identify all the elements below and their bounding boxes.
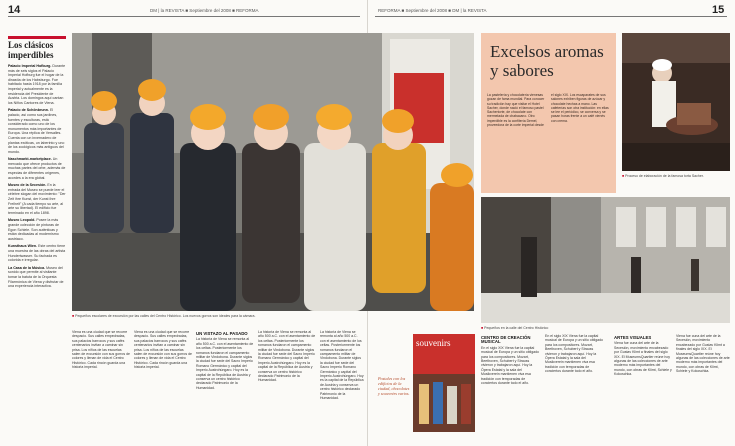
sidebar-list xyxy=(8,64,66,436)
sidebar-entry: Palacio Imperial Hofburg. Durante más de seis siglos el Palacio Imperial Hofburg fue el hogar de la dinastía de los Habsburgo. Fue habitado hasta 1918 por la familia imperial y actualmente es la residencia del Presidente de Austria. Los domingos aquí cantan los Niños Cantores de Viena. xyxy=(8,64,66,105)
intro-column: Viena es una ciudad que se recorre despacio. Sus calles empedradas, sus palacios barrocos y sus cafés centenarios invitan a caminar sin prisa. Los niños de las escuelas salen de excursión con sus gorros de colores y llenan de vida el Centro Histórico. Cada rincón guarda una historia imperial. xyxy=(72,330,130,370)
header-rule-right xyxy=(375,16,727,17)
feature-title: Excelsos aromas y sabores xyxy=(490,42,604,80)
intro-column-2: Viena es una ciudad que se recorre despacio. Sus calles empedradas, sus palacios barrocos y sus cafés centenarios invitan a caminar sin prisa. Los niños de las escuelas salen de excursión con sus gorros de colores y llenan de vida el Centro Histórico. Cada rincón guarda una historia imperial. xyxy=(134,330,192,370)
sidebar-title: Los clásicos imperdibles xyxy=(8,40,54,60)
page-number-left: 14 xyxy=(8,4,21,16)
sidebar-entry: La Casa de la Música. Museo del sonido que permite al visitante tomar la batuta de la Orquesta Filarmónica de Viena y disfrutar de una experiencia interactiva. xyxy=(8,265,64,289)
music-subhead: CENTRO DE CREACIÓN MUSICAL xyxy=(481,335,531,345)
sacher-photo xyxy=(622,33,730,171)
snow-street-photo xyxy=(481,197,730,323)
history-column: UN VISTAZO AL PASADO La historia de Viena se remonta al año 500 a.C. con el asentamiento de los celtas. Posteriormente los romanos fundaron el campamento militar de Vindobona. Durante siglos la ciudad fue sede del Sacro Imperio Romano Germánico y capital del Imperio Austrohúngaro. Hoy es la capital de la República de Austria y conserva un centro histórico declarado Patrimonio de la Humanidad. xyxy=(196,331,254,390)
sidebar-entry: Palacio de Schönbrunn. El palacio, así como sus jardines, fuentes y esculturas, está considerado como uno de los monumentos más importantes de Europa. Una réplica de Versalles. Cuenta con un invernadero de plantas exóticas, un laberinto y uno de los zoológicos más antiguos del mundo. xyxy=(8,108,65,154)
music-column: CENTRO DE CREACIÓN MUSICAL En el siglo XIX Viena fue la capital musical de Europa y un sitio obligado para los compositores. Mozart, Beethoven, Schubert y Strauss vivieron y trabajaron aquí. Hoy la Ópera Estatal y la sala del Musikverein mantienen viva esa tradición con temporadas de conciertos durante todo el año. xyxy=(481,335,539,386)
sidebar-entry: Museo Leopold. Posee la más grande colección de pinturas de Egon Schiele. Son auténticas y están dedicadas al modernismo austriaco. xyxy=(8,218,59,241)
sidebar-entry: Kunsthaus Wien. Este centro tiene una muestra de las obras del artista Hundertwasser. Su fachada es colorida e irregular. xyxy=(8,244,66,263)
running-head-left: DM | la REVISTA ■ Septiembre del 2008 ■ REFORMA xyxy=(150,8,259,13)
sidebar-accent-rule xyxy=(8,36,66,39)
history-subhead: UN VISTAZO AL PASADO xyxy=(196,331,248,336)
history-column-3: La historia de Viena se remonta al año 500 a.C. con el asentamiento de los celtas. Posteriormente los romanos fundaron el campamento militar de Vindobona. Durante siglos la ciudad fue sede del Sacro Imperio Romano Germánico y capital del Imperio Austrohúngaro. Hoy es la capital de la República de Austria y conserva un centro histórico declarado Patrimonio de la Humanidad. xyxy=(320,330,364,401)
history-column-2: La historia de Viena se remonta al año 500 a.C. con el asentamiento de los celtas. Posteriormente los romanos fundaron el campamento militar de Vindobona. Durante siglos la ciudad fue sede del Sacro Imperio Romano Germánico y capital del Imperio Austrohúngaro. Hoy es la capital de la República de Austria y conserva un centro histórico declarado Patrimonio de la Humanidad. xyxy=(258,330,316,383)
sacher-caption: ■ Proceso de elaboración de la famosa torta Sacher. xyxy=(622,174,704,178)
arts-subhead: ARTES VISUALES xyxy=(614,335,652,340)
feature-body: La pastelería y chocolatería vienesas gozan de fama mundial. Para conocer su tradición hay que visitar el Hotel Sacher, donde nació el famoso pastel Sachertorte, de chocolate con mermelada de chabacano. Otro imperdible es la confitería Demel, proveedora de la corte imperial desde el siglo XIX. Los escaparates de sus salones exhiben figuras de azúcar y chocolate hechas a mano. Las cafeterías son otra institución: en ellas se lee el periódico, se conversa y se pasan horas frente a un café vienés con crema. xyxy=(487,93,609,128)
sidebar-entry: Naschmarkt-marketplace. Un mercado que ofrece productos de muchas partes del orbe, además de especias de diferentes orígenes, acordes a la era global. xyxy=(8,157,66,180)
running-head-right: REFORMA ■ Septiembre del 2008 ■ DM | la REVISTA xyxy=(378,8,487,13)
snow-street-caption: ■ Pequeños en la calle del Centro Histórico xyxy=(481,326,549,330)
souvenir-sign: souvenirs xyxy=(416,338,451,348)
sidebar-entry: Museo de la Secesión. En la entrada del Museo se puede leer el célebre slogan del movimiento: "Der Zeit ihre Kunst, der Kunst ihre Freiheit" (A cada tiempo su arte, al arte su libertad). El edificio fue terminado en el año 1898. xyxy=(8,183,66,215)
arts-column: ARTES VISUALES Viena fue cuna del arte de la Secesión, movimiento encabezado por Gustav Klimt a finales del siglo XIX. El MuseumsQuartier reúne hoy algunas de las colecciones de arte moderno más importantes del mundo, con obras de Klimt, Schiele y Kokoschka. xyxy=(614,335,672,377)
arts-column-2: Viena fue cuna del arte de la Secesión, movimiento encabezado por Gustav Klimt a finales del siglo XIX. El MuseumsQuartier reúne hoy algunas de las colecciones de arte moderno más importantes del mundo, con obras de Klimt, Schiele y Kokoschka. xyxy=(676,334,730,374)
music-column-2: En el siglo XIX Viena fue la capital musical de Europa y un sitio obligado para los compositores. Mozart, Beethoven, Schubert y Strauss vivieron y trabajaron aquí. Hoy la Ópera Estatal y la sala del Musikverein mantienen viva esa tradición con temporadas de conciertos durante todo el año. xyxy=(545,334,603,374)
header-rule-left xyxy=(8,16,360,17)
souvenir-caption: Postales con los edificios de la ciudad, chocolates y souvenirs varios. xyxy=(378,376,410,396)
page-number-right: 15 xyxy=(712,4,725,16)
kids-photo xyxy=(72,33,474,311)
souvenir-photo xyxy=(413,334,475,432)
kids-photo-caption: ■ Pequeños escolares de excursión por las calles del Centro Histórico. Los nuevos gorros son ideales para la cámara. xyxy=(72,314,256,318)
